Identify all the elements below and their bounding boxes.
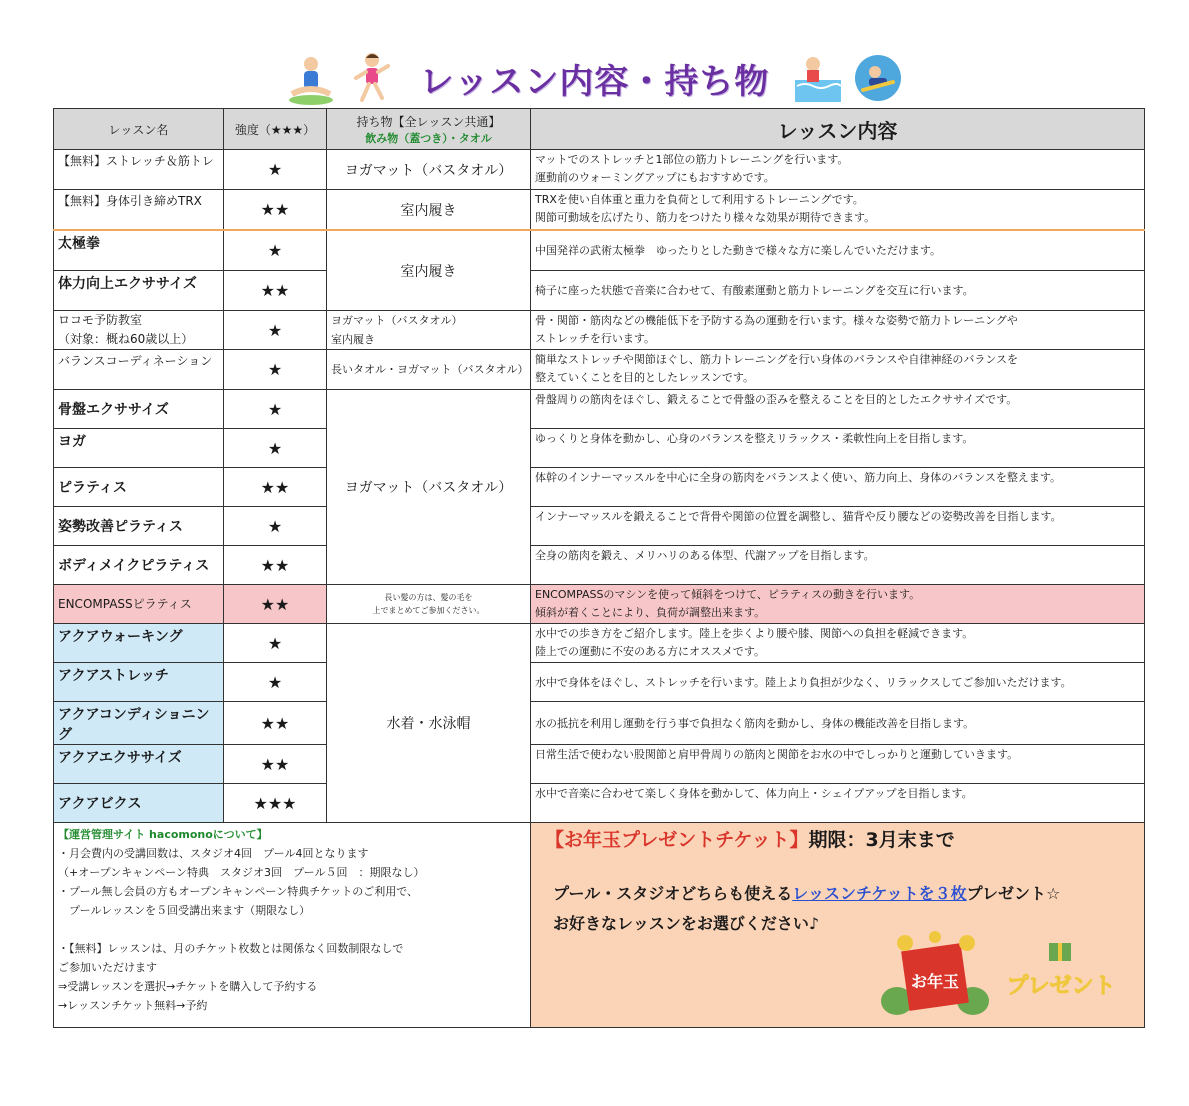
- lesson-strength: ★★: [224, 585, 327, 624]
- present-text: プレゼント: [1006, 974, 1116, 999]
- otoshidama-text: お年玉: [910, 972, 960, 991]
- table-row: [54, 230, 1145, 271]
- lesson-name-target: （対象：概ね60歳以上）: [58, 332, 194, 346]
- aqua-exercise-icon: [853, 50, 903, 106]
- notes-heading: 【運営管理サイト hacomonoについて】: [58, 828, 268, 841]
- lesson-strength: ★: [224, 150, 327, 190]
- lesson-strength: ★★: [224, 702, 327, 745]
- otoshidama-icon: [875, 931, 995, 1021]
- lesson-bring: [327, 585, 531, 624]
- table-row: [54, 585, 1145, 624]
- bring-line: ヨガマット（バスタオル）: [331, 314, 463, 327]
- lesson-strength: ★★★: [224, 784, 327, 823]
- promo-line: お好きなレッスンをお選びください♪: [553, 914, 820, 933]
- lesson-description: インナーマッスルを鍛えることで背骨や関節の位置を調整し、猫背や反り腰などの姿勢改善を目指します。: [531, 507, 1145, 546]
- header-strength: 強度（★★★）: [224, 109, 327, 150]
- desc-line: 傾斜が着くことにより、負荷が調整出来ます。: [535, 606, 766, 619]
- table-row: [54, 624, 1145, 663]
- running-person-icon: [346, 50, 396, 106]
- table-row: [54, 507, 1145, 546]
- lesson-name-line: ロコモ予防教室: [58, 313, 143, 327]
- lesson-bring: [327, 311, 531, 350]
- lesson-description: 体幹のインナーマッスルを中心に全身の筋肉をバランスよく使い、筋力向上、身体のバランスを整えます。: [531, 468, 1145, 507]
- lesson-name: アクアコンディショニング: [54, 702, 224, 745]
- lesson-description: [531, 311, 1145, 350]
- lesson-table: [53, 108, 1145, 1028]
- lesson-strength: ★: [224, 507, 327, 546]
- table-row: [54, 468, 1145, 507]
- lesson-description: 骨盤周りの筋肉をほぐし、鍛えることで骨盤の歪みを整えることを目的としたエクササイズです。: [531, 390, 1145, 429]
- lesson-bring: 室内履き: [327, 230, 531, 311]
- lesson-description: [531, 190, 1145, 231]
- lesson-description: 中国発祥の武術太極拳 ゆったりとした動きで様々な方に楽しんでいただけます。: [531, 230, 1145, 271]
- lesson-bring: ヨガマット（バスタオル）: [327, 150, 531, 190]
- page-title: レッスン内容・持ち物: [419, 61, 770, 102]
- promo-heading-deadline: 期限：3月末まで: [808, 829, 955, 851]
- table-row: [54, 546, 1145, 585]
- desc-line: ENCOMPASSのマシンを使って傾斜をつけて、ピラティスの動きを行います。: [535, 588, 921, 601]
- swimmer-icon: [793, 50, 843, 106]
- title-bar: [0, 44, 1189, 112]
- table-row: [54, 745, 1145, 784]
- promo-heading-title: 【お年玉プレゼントチケット】: [545, 829, 809, 851]
- promo-line: [553, 879, 1060, 909]
- table-row: [54, 702, 1145, 745]
- promo-text: [553, 879, 1060, 939]
- lesson-description: 日常生活で使わない股関節と肩甲骨周りの筋肉と関節をお水の中でしっかりと運動していきます。: [531, 745, 1145, 784]
- notes-spacer: [58, 920, 526, 939]
- promo-heading: [545, 825, 955, 852]
- lesson-description: 水中で音楽に合わせて楽しく身体を動かして、体力向上・シェイプアップを目指します。: [531, 784, 1145, 823]
- notes-line: ⇒受講レッスンを選択→チケットを購入して予約する: [58, 980, 318, 993]
- bring-line: 室内履き: [331, 333, 375, 346]
- promo-line-c: プレゼント☆: [966, 884, 1061, 903]
- lesson-description: [531, 624, 1145, 663]
- table-row: [54, 663, 1145, 702]
- lesson-description: 水中で身体をほぐし、ストレッチを行います。陸上より負担が少なく、リラックスしてご参加いただけます。: [531, 663, 1145, 702]
- notes-line: ・プール無し会員の方もオープンキャンペーン特典チケットのご利用で、: [58, 885, 419, 898]
- lesson-strength: ★: [224, 350, 327, 390]
- lesson-name: 太極拳: [54, 230, 224, 271]
- lesson-name: 骨盤エクササイズ: [54, 390, 224, 429]
- lesson-strength: ★★: [224, 745, 327, 784]
- lesson-name: ピラティス: [54, 468, 224, 507]
- lesson-strength: ★★: [224, 190, 327, 231]
- bring-line: 長い髪の方は、髪の毛を: [384, 593, 473, 602]
- table-row: [54, 350, 1145, 390]
- lesson-bring: 長いタオル・ヨガマット（バスタオル）: [327, 350, 531, 390]
- desc-line: TRXを使い自体重と重力を負荷として利用するトレーニングです。: [535, 193, 864, 206]
- notes-line: ご参加いただけます: [58, 961, 157, 974]
- lesson-strength: ★: [224, 390, 327, 429]
- lesson-strength: ★: [224, 663, 327, 702]
- lesson-strength: ★★: [224, 468, 327, 507]
- lesson-strength: ★★: [224, 271, 327, 311]
- notes-line: （+オープンキャンペーン特典 スタジオ3回 プール５回 ：期限なし）: [58, 866, 425, 879]
- table-row: [54, 784, 1145, 823]
- lesson-name: 【無料】身体引き締めTRX: [54, 190, 224, 231]
- header-bring: [327, 109, 531, 150]
- lesson-description: 水の抵抗を利用し運動を行う事で負担なく筋肉を動かし、身体の機能改善を目指します。: [531, 702, 1145, 745]
- header-bring-sub: 飲み物（蓋つき）・タオル: [365, 131, 492, 145]
- lesson-name: [54, 311, 224, 350]
- yoga-person-icon: [286, 50, 336, 106]
- lesson-bring: 水着・水泳帽: [327, 624, 531, 823]
- footer-row: [54, 823, 1145, 1028]
- desc-line: マットでのストレッチと1部位の筋力トレーニングを行います。: [535, 153, 849, 166]
- desc-line: 簡単なストレッチや関節ほぐし、筋力トレーニングを行い身体のバランスや自律神経のバランスを: [535, 353, 1019, 366]
- desc-line: 運動前のウォーミングアップにもおすすめです。: [535, 171, 775, 184]
- header-lesson-name: レッスン名: [54, 109, 224, 150]
- lesson-bring: ヨガマット（バスタオル）: [327, 390, 531, 585]
- notes-line: プールレッスンを５回受講出来ます（期限なし）: [58, 904, 311, 917]
- lesson-name: アクアエクササイズ: [54, 745, 224, 784]
- lesson-strength: ★: [224, 624, 327, 663]
- lesson-description: [531, 150, 1145, 190]
- present-icon: [1001, 941, 1121, 1015]
- table-row: [54, 429, 1145, 468]
- header-bring-label: 持ち物【全レッスン共通】: [356, 114, 501, 129]
- table-row: [54, 311, 1145, 350]
- lesson-name: ボディメイクピラティス: [54, 546, 224, 585]
- notes-line: ・月会費内の受講回数は、スタジオ4回 プール4回となります: [58, 847, 369, 860]
- table-row: [54, 390, 1145, 429]
- table-header: [54, 109, 1145, 150]
- desc-line: 骨・関節・筋肉などの機能低下を予防する為の運動を行います。様々な姿勢で筋力トレーニングや: [535, 314, 1018, 327]
- promo-panel: [531, 823, 1145, 1028]
- lesson-name: ENCOMPASSピラティス: [54, 585, 224, 624]
- desc-line: 陸上での運動に不安のある方にオススメです。: [535, 645, 766, 658]
- lesson-name: アクアビクス: [54, 784, 224, 823]
- lesson-name: アクアストレッチ: [54, 663, 224, 702]
- notes-panel: [54, 823, 531, 1028]
- bring-line: 上でまとめてご参加ください。: [372, 606, 485, 615]
- table-row: [54, 190, 1145, 231]
- lesson-strength: ★: [224, 230, 327, 271]
- lesson-strength: ★: [224, 311, 327, 350]
- desc-line: ストレッチを行います。: [535, 332, 656, 345]
- lesson-name: 体力向上エクササイズ: [54, 271, 224, 311]
- lesson-description: [531, 585, 1145, 624]
- lesson-strength: ★★: [224, 546, 327, 585]
- lesson-name: アクアウォーキング: [54, 624, 224, 663]
- lesson-description: 全身の筋肉を鍛え、メリハリのある体型、代謝アップを目指します。: [531, 546, 1145, 585]
- table-row: [54, 271, 1145, 311]
- lesson-bring: 室内履き: [327, 190, 531, 231]
- lesson-name: バランスコーディネーション: [54, 350, 224, 390]
- lesson-description: [531, 350, 1145, 390]
- notes-line: ・【無料】レッスンは、月のチケット枚数とは関係なく回数制限なしで: [58, 942, 404, 955]
- header-content: レッスン内容: [531, 109, 1145, 150]
- desc-line: 整えていくことを目的としたレッスンです。: [535, 371, 755, 384]
- desc-line: 水中での歩き方をご紹介します。陸上を歩くより腰や膝、関節への負担を軽減できます。: [535, 627, 974, 640]
- promo-ticket-highlight: レッスンチケットを３枚: [792, 884, 967, 903]
- lesson-name: 【無料】ストレッチ＆筋トレ: [54, 150, 224, 190]
- notes-line: →レッスンチケット無料→予約: [58, 999, 208, 1012]
- lesson-description: ゆっくりと身体を動かし、心身のバランスを整えリラックス・柔軟性向上を目指します。: [531, 429, 1145, 468]
- lesson-name: ヨガ: [54, 429, 224, 468]
- lesson-strength: ★: [224, 429, 327, 468]
- promo-line-a: プール・スタジオどちらも使える: [553, 884, 793, 903]
- desc-line: 関節可動域を広げたり、筋力をつけたり様々な効果が期待できます。: [535, 211, 876, 224]
- lesson-name: 姿勢改善ピラティス: [54, 507, 224, 546]
- lesson-description: 椅子に座った状態で音楽に合わせて、有酸素運動と筋力トレーニングを交互に行います。: [531, 271, 1145, 311]
- table-row: [54, 150, 1145, 190]
